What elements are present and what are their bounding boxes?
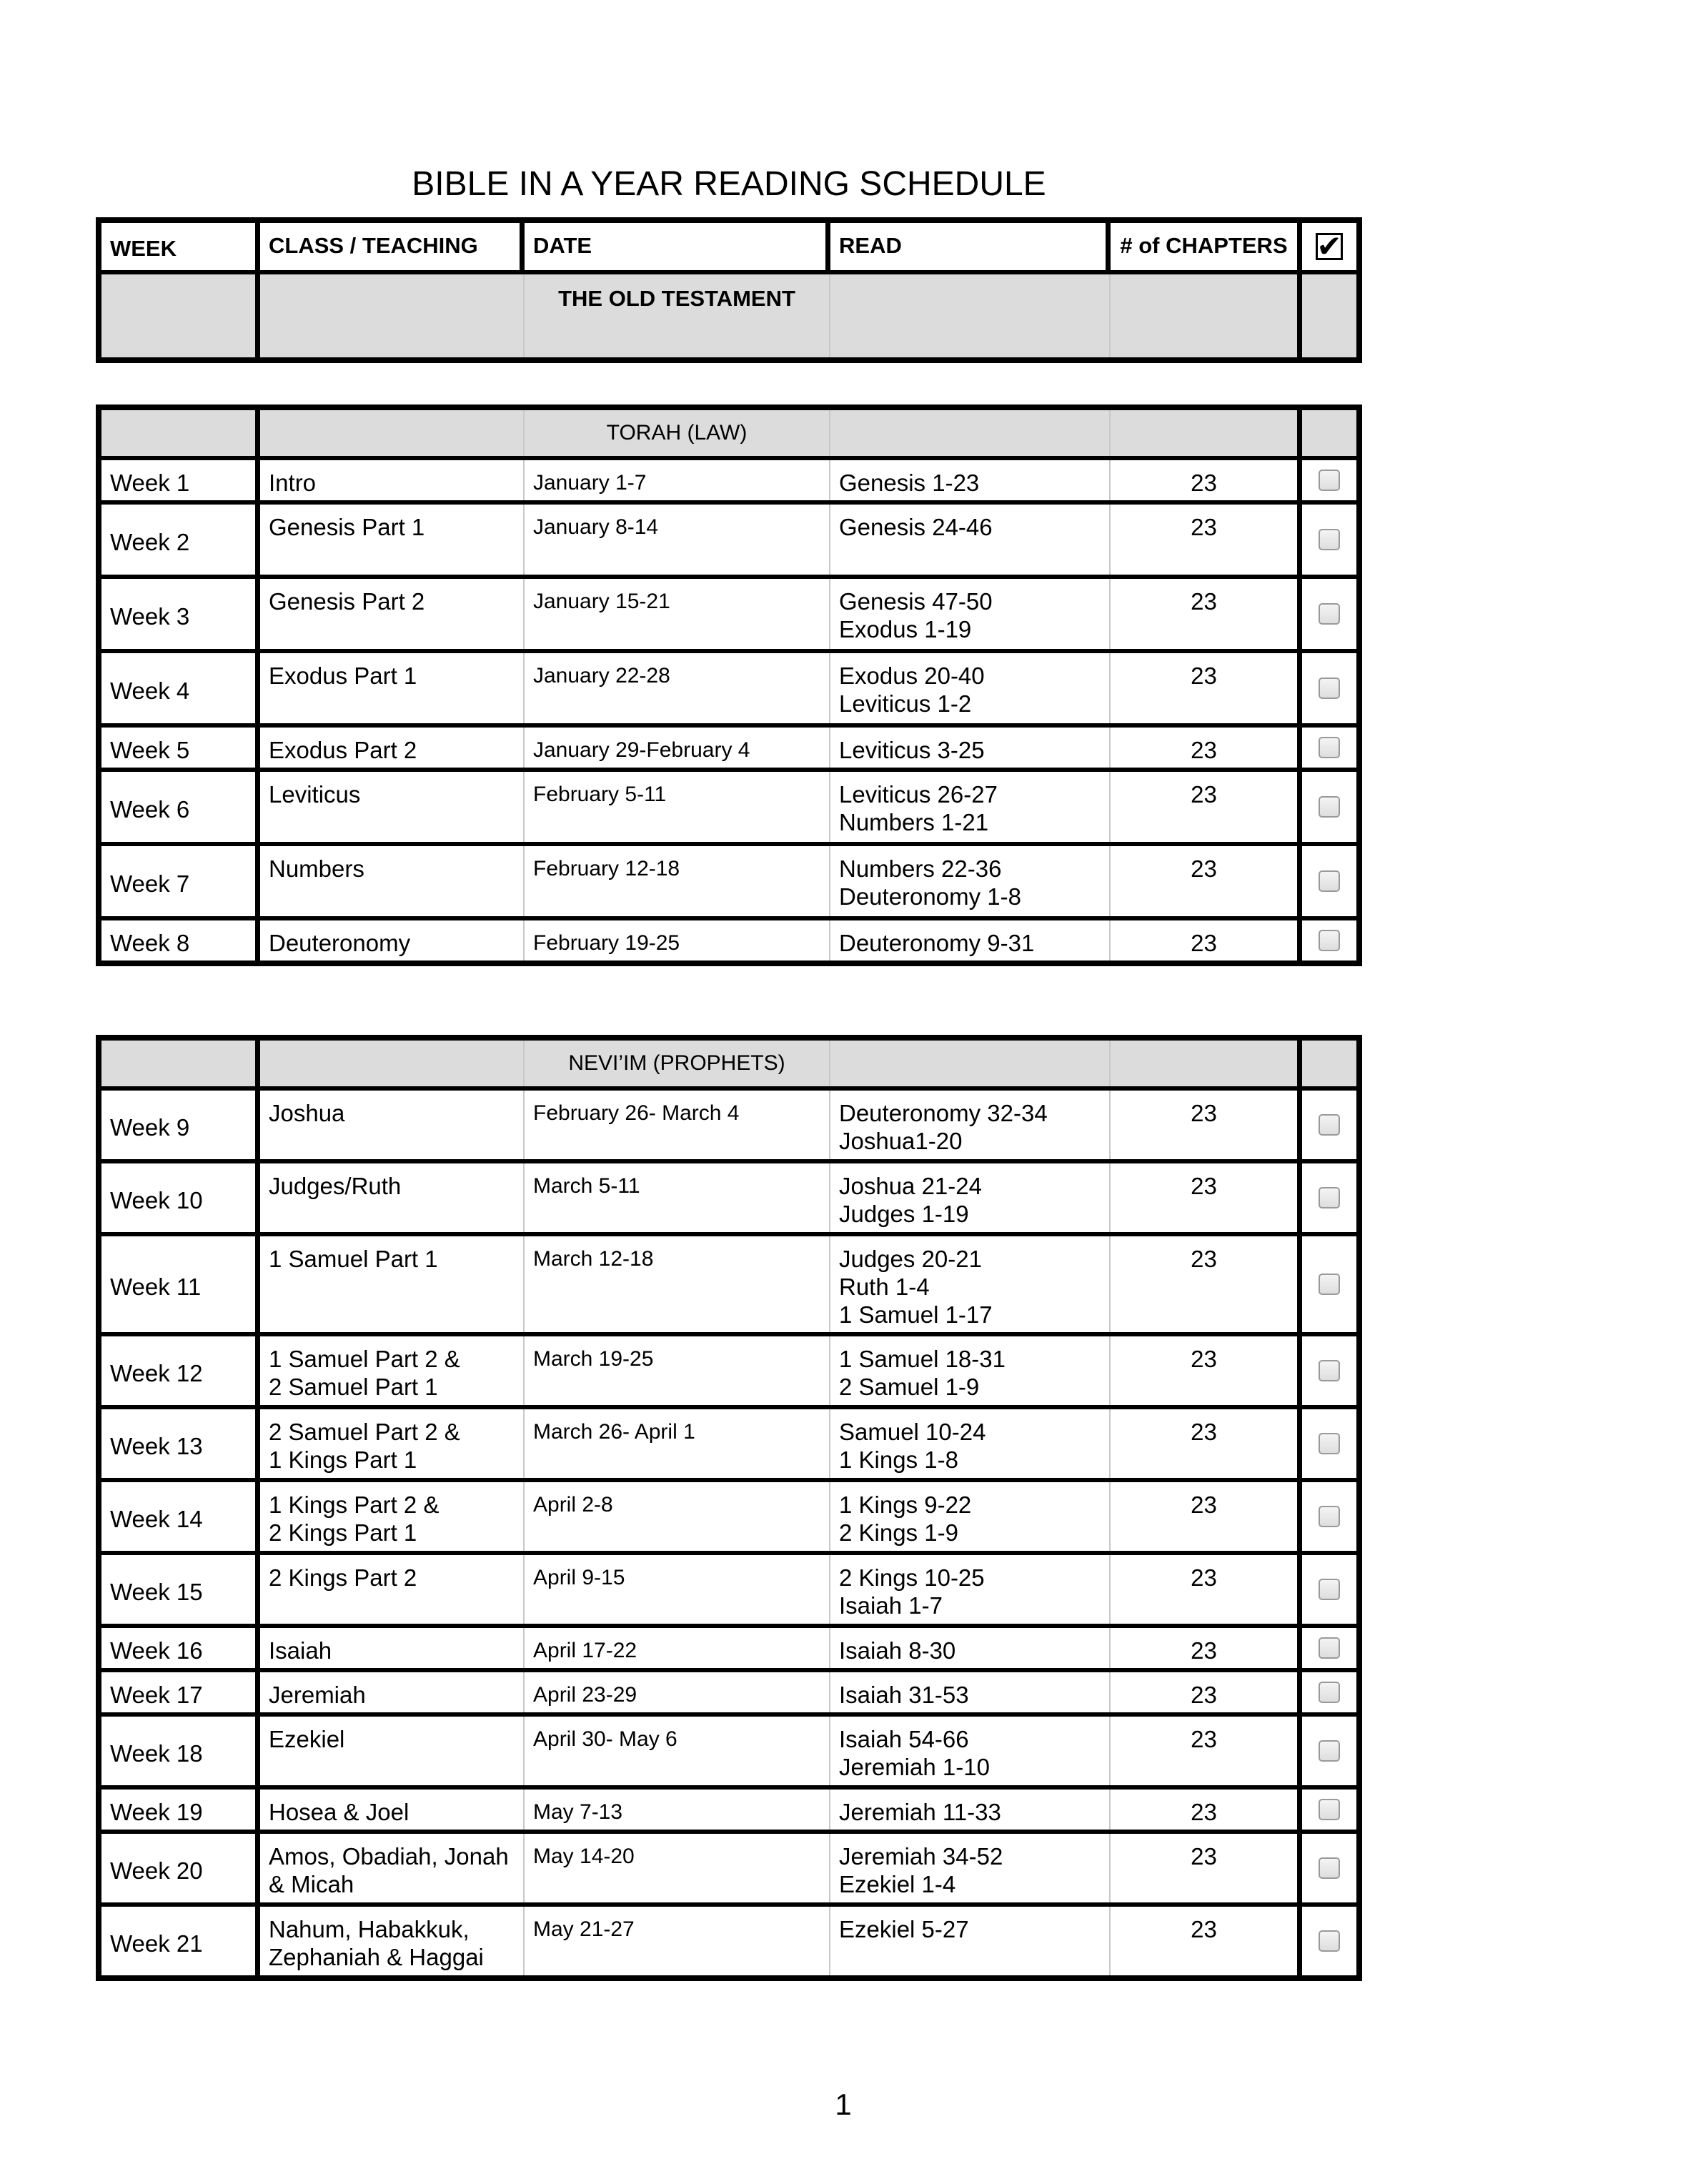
week-cell bbox=[101, 1236, 260, 1332]
section-week-cell bbox=[101, 410, 260, 456]
section-label-row bbox=[101, 410, 1356, 456]
week-cell bbox=[101, 1482, 260, 1551]
table-row bbox=[101, 1668, 1356, 1712]
check-cell bbox=[1302, 1336, 1356, 1405]
read-line: Jeremiah 11-33 bbox=[839, 1799, 1001, 1825]
testament-week-cell bbox=[101, 274, 260, 357]
col-header-read: READ bbox=[830, 223, 1111, 270]
class-teaching-cell: Intro bbox=[260, 460, 525, 500]
checkbox[interactable] bbox=[1319, 1114, 1340, 1136]
read-cell bbox=[830, 1409, 1111, 1478]
check-cell bbox=[1302, 1555, 1356, 1624]
week-label: Week 6 bbox=[110, 795, 190, 823]
class-teaching-cell: Exodus Part 2 bbox=[260, 728, 525, 768]
class-teaching-cell: Ezekiel bbox=[260, 1717, 525, 1785]
class-teaching-cell: Isaiah bbox=[260, 1628, 525, 1668]
read-line: Joshua1-20 bbox=[839, 1128, 963, 1154]
testament-class-cell bbox=[260, 274, 525, 357]
read-cell bbox=[830, 579, 1111, 649]
checkbox[interactable] bbox=[1319, 603, 1340, 625]
checkbox[interactable] bbox=[1319, 1857, 1340, 1879]
read-line: Isaiah 31-53 bbox=[839, 1682, 969, 1708]
chapters-cell: 23 bbox=[1111, 1672, 1302, 1712]
check-cell bbox=[1302, 1163, 1356, 1232]
class-teaching-cell: 1 Samuel Part 1 bbox=[260, 1236, 525, 1332]
section-label: TORAH (LAW) bbox=[525, 410, 830, 456]
checkbox[interactable] bbox=[1319, 737, 1340, 758]
check-cell bbox=[1302, 1834, 1356, 1902]
read-line: 1 Kings 9-22 bbox=[839, 1491, 972, 1518]
check-cell bbox=[1302, 1236, 1356, 1332]
week-cell bbox=[101, 653, 260, 723]
section-table bbox=[96, 404, 1362, 966]
read-cell bbox=[830, 653, 1111, 723]
week-cell bbox=[101, 1628, 260, 1668]
read-cell bbox=[830, 1336, 1111, 1405]
date-cell: February 19-25 bbox=[525, 920, 830, 961]
read-line: Deuteronomy 1-8 bbox=[839, 883, 1021, 910]
week-cell bbox=[101, 772, 260, 842]
read-line: Exodus 20-40 bbox=[839, 662, 985, 689]
read-line: Deuteronomy 9-31 bbox=[839, 930, 1035, 956]
check-cell bbox=[1302, 1672, 1356, 1712]
week-cell bbox=[101, 728, 260, 768]
date-cell: April 23-29 bbox=[525, 1672, 830, 1712]
week-cell bbox=[101, 505, 260, 575]
read-cell bbox=[830, 728, 1111, 768]
read-line: 2 Kings 1-9 bbox=[839, 1519, 958, 1546]
week-cell bbox=[101, 579, 260, 649]
table-row bbox=[101, 649, 1356, 723]
date-cell: January 8-14 bbox=[525, 505, 830, 575]
week-cell bbox=[101, 1163, 260, 1232]
read-line: Samuel 10-24 bbox=[839, 1419, 986, 1445]
read-line: Jeremiah 1-10 bbox=[839, 1754, 990, 1780]
read-line: Numbers 1-21 bbox=[839, 809, 989, 835]
week-label: Week 16 bbox=[110, 1637, 203, 1664]
read-line: Isaiah 54-66 bbox=[839, 1726, 969, 1752]
week-cell bbox=[101, 1834, 260, 1902]
checkbox[interactable] bbox=[1319, 1799, 1340, 1820]
checkbox[interactable] bbox=[1319, 1579, 1340, 1600]
check-cell bbox=[1302, 1790, 1356, 1830]
week-cell bbox=[101, 1790, 260, 1830]
table-row bbox=[101, 1232, 1356, 1332]
class-teaching-cell: Exodus Part 1 bbox=[260, 653, 525, 723]
check-cell bbox=[1302, 653, 1356, 723]
week-label: Week 10 bbox=[110, 1186, 203, 1213]
week-label: Week 12 bbox=[110, 1359, 203, 1386]
week-label: Week 17 bbox=[110, 1681, 203, 1708]
week-cell bbox=[101, 920, 260, 961]
week-cell bbox=[101, 846, 260, 916]
read-line: Jeremiah 34-52 bbox=[839, 1843, 1003, 1870]
class-teaching-cell: Amos, Obadiah, Jonah & Micah bbox=[260, 1834, 525, 1902]
checkbox[interactable] bbox=[1319, 1274, 1340, 1295]
table-row bbox=[101, 1159, 1356, 1232]
section-class-cell bbox=[260, 1041, 525, 1086]
read-cell bbox=[830, 1672, 1111, 1712]
read-line: Genesis 47-50 bbox=[839, 588, 993, 615]
check-cell bbox=[1302, 728, 1356, 768]
read-line: Ezekiel 5-27 bbox=[839, 1916, 969, 1942]
week-label: Week 2 bbox=[110, 528, 190, 555]
checkbox[interactable] bbox=[1319, 470, 1340, 491]
class-teaching-cell: Numbers bbox=[260, 846, 525, 916]
read-line: Leviticus 1-2 bbox=[839, 690, 972, 717]
chapters-cell: 23 bbox=[1111, 1834, 1302, 1902]
chapters-cell: 23 bbox=[1111, 728, 1302, 768]
read-line: Judges 1-19 bbox=[839, 1201, 969, 1227]
read-line: Isaiah 1-7 bbox=[839, 1592, 943, 1619]
check-cell bbox=[1302, 920, 1356, 961]
week-label: Week 14 bbox=[110, 1505, 203, 1532]
table-row bbox=[101, 1712, 1356, 1785]
read-cell bbox=[830, 1834, 1111, 1902]
check-cell bbox=[1302, 1482, 1356, 1551]
class-teaching-cell: Genesis Part 2 bbox=[260, 579, 525, 649]
class-teaching-cell: Jeremiah bbox=[260, 1672, 525, 1712]
table-row bbox=[101, 916, 1356, 961]
chapters-cell: 23 bbox=[1111, 1717, 1302, 1785]
week-cell bbox=[101, 1555, 260, 1624]
read-line: Deuteronomy 32-34 bbox=[839, 1100, 1048, 1126]
class-teaching-cell: Hosea & Joel bbox=[260, 1790, 525, 1830]
read-line: Leviticus 26-27 bbox=[839, 781, 998, 808]
col-header-week: WEEK bbox=[101, 223, 260, 270]
date-cell: March 26- April 1 bbox=[525, 1409, 830, 1478]
table-row bbox=[101, 456, 1356, 500]
week-label: Week 18 bbox=[110, 1739, 203, 1767]
section-week-cell bbox=[101, 1041, 260, 1086]
chapters-cell: 23 bbox=[1111, 653, 1302, 723]
week-label: Week 4 bbox=[110, 677, 190, 704]
read-cell bbox=[830, 1717, 1111, 1785]
read-cell bbox=[830, 505, 1111, 575]
week-cell bbox=[101, 1336, 260, 1405]
read-cell bbox=[830, 1482, 1111, 1551]
class-teaching-cell: Genesis Part 1 bbox=[260, 505, 525, 575]
date-cell: March 12-18 bbox=[525, 1236, 830, 1332]
read-cell bbox=[830, 772, 1111, 842]
read-line: Isaiah 8-30 bbox=[839, 1637, 956, 1664]
read-line: 1 Samuel 1-17 bbox=[839, 1301, 993, 1328]
table-row bbox=[101, 1785, 1356, 1830]
chapters-cell: 23 bbox=[1111, 1236, 1302, 1332]
checkbox[interactable] bbox=[1319, 1637, 1340, 1659]
testament-title: THE OLD TESTAMENT bbox=[525, 274, 830, 357]
table-row bbox=[101, 1902, 1356, 1975]
class-teaching-cell: Deuteronomy bbox=[260, 920, 525, 961]
chapters-cell: 23 bbox=[1111, 460, 1302, 500]
table-row bbox=[101, 575, 1356, 649]
date-cell: February 26- March 4 bbox=[525, 1091, 830, 1159]
read-cell bbox=[830, 1236, 1111, 1332]
check-cell bbox=[1302, 772, 1356, 842]
chapters-cell: 23 bbox=[1111, 1336, 1302, 1405]
week-label: Week 9 bbox=[110, 1113, 190, 1141]
read-line: Judges 20-21 bbox=[839, 1246, 982, 1272]
testament-check-cell bbox=[1302, 274, 1356, 357]
read-line: 1 Samuel 18-31 bbox=[839, 1346, 1006, 1372]
table-row bbox=[101, 1624, 1356, 1668]
chapters-cell: 23 bbox=[1111, 1163, 1302, 1232]
week-label: Week 21 bbox=[110, 1930, 203, 1957]
read-line: 1 Kings 1-8 bbox=[839, 1446, 958, 1473]
read-line: Numbers 22-36 bbox=[839, 855, 1002, 882]
column-header-row bbox=[101, 223, 1356, 270]
section-check-cell bbox=[1302, 1041, 1356, 1086]
read-line: Leviticus 3-25 bbox=[839, 737, 985, 763]
week-label: Week 15 bbox=[110, 1578, 203, 1605]
chapters-cell: 23 bbox=[1111, 1790, 1302, 1830]
read-cell bbox=[830, 460, 1111, 500]
checkbox[interactable] bbox=[1319, 677, 1340, 699]
check-cell bbox=[1302, 1717, 1356, 1785]
date-cell: March 5-11 bbox=[525, 1163, 830, 1232]
checkbox[interactable] bbox=[1319, 529, 1340, 550]
check-cell bbox=[1302, 579, 1356, 649]
week-cell bbox=[101, 1409, 260, 1478]
chapters-cell: 23 bbox=[1111, 1907, 1302, 1975]
read-cell bbox=[830, 1091, 1111, 1159]
read-line: Exodus 1-19 bbox=[839, 616, 972, 642]
read-line: Ruth 1-4 bbox=[839, 1274, 930, 1300]
check-cell bbox=[1302, 505, 1356, 575]
section-read-cell bbox=[830, 410, 1111, 456]
chapters-cell: 23 bbox=[1111, 1482, 1302, 1551]
check-cell bbox=[1302, 1628, 1356, 1668]
date-cell: April 2-8 bbox=[525, 1482, 830, 1551]
date-cell: January 22-28 bbox=[525, 653, 830, 723]
check-cell bbox=[1302, 1907, 1356, 1975]
week-label: Week 19 bbox=[110, 1798, 203, 1825]
section-num-cell bbox=[1111, 1041, 1302, 1086]
check-cell bbox=[1302, 1091, 1356, 1159]
section-label-row bbox=[101, 1041, 1356, 1086]
checkbox[interactable] bbox=[1319, 1930, 1340, 1952]
class-teaching-cell: Judges/Ruth bbox=[260, 1163, 525, 1232]
week-label: Week 7 bbox=[110, 870, 190, 897]
date-cell: January 29-February 4 bbox=[525, 728, 830, 768]
section-table bbox=[96, 1035, 1362, 1981]
date-cell: April 9-15 bbox=[525, 1555, 830, 1624]
class-teaching-cell: 1 Samuel Part 2 & 2 Samuel Part 1 bbox=[260, 1336, 525, 1405]
week-cell bbox=[101, 1717, 260, 1785]
checkbox[interactable] bbox=[1319, 1740, 1340, 1762]
week-label: Week 1 bbox=[110, 469, 190, 496]
date-cell: February 12-18 bbox=[525, 846, 830, 916]
date-cell: February 5-11 bbox=[525, 772, 830, 842]
class-teaching-cell: Joshua bbox=[260, 1091, 525, 1159]
read-cell bbox=[830, 1790, 1111, 1830]
check-icon: ✔ bbox=[1316, 229, 1342, 263]
read-line: Ezekiel 1-4 bbox=[839, 1871, 956, 1897]
section-class-cell bbox=[260, 410, 525, 456]
checkbox[interactable] bbox=[1319, 1682, 1340, 1703]
class-teaching-cell: Nahum, Habakkuk, Zephaniah & Haggai bbox=[260, 1907, 525, 1975]
page-number: 1 bbox=[835, 2088, 852, 2121]
class-teaching-cell: Leviticus bbox=[260, 772, 525, 842]
table-row bbox=[101, 1551, 1356, 1624]
week-cell bbox=[101, 1907, 260, 1975]
read-cell bbox=[830, 1555, 1111, 1624]
checkbox[interactable] bbox=[1319, 930, 1340, 951]
week-label: Week 3 bbox=[110, 602, 190, 630]
date-cell: May 21-27 bbox=[525, 1907, 830, 1975]
table-row bbox=[101, 723, 1356, 768]
checkbox[interactable] bbox=[1319, 1433, 1340, 1454]
chapters-cell: 23 bbox=[1111, 1409, 1302, 1478]
date-cell: April 17-22 bbox=[525, 1628, 830, 1668]
check-cell bbox=[1302, 1409, 1356, 1478]
chapters-cell: 23 bbox=[1111, 846, 1302, 916]
header-table bbox=[96, 217, 1362, 363]
class-teaching-cell: 1 Kings Part 2 & 2 Kings Part 1 bbox=[260, 1482, 525, 1551]
table-row bbox=[101, 500, 1356, 575]
chapters-cell: 23 bbox=[1111, 579, 1302, 649]
chapters-cell: 23 bbox=[1111, 1091, 1302, 1159]
chapters-cell: 23 bbox=[1111, 1628, 1302, 1668]
checkbox[interactable] bbox=[1319, 1506, 1340, 1527]
read-cell bbox=[830, 846, 1111, 916]
col-header-class: CLASS / TEACHING bbox=[260, 223, 525, 270]
read-line: 2 Kings 10-25 bbox=[839, 1564, 985, 1591]
checkbox[interactable] bbox=[1319, 1360, 1340, 1381]
table-row bbox=[101, 1830, 1356, 1902]
testament-num-cell bbox=[1111, 274, 1302, 357]
section-label: NEVI’IM (PROPHETS) bbox=[525, 1041, 830, 1086]
chapters-cell: 23 bbox=[1111, 505, 1302, 575]
week-cell bbox=[101, 460, 260, 500]
week-label: Week 5 bbox=[110, 736, 190, 763]
table-row bbox=[101, 1086, 1356, 1159]
section-read-cell bbox=[830, 1041, 1111, 1086]
table-row bbox=[101, 1332, 1356, 1405]
col-header-date: DATE bbox=[525, 223, 830, 270]
read-cell bbox=[830, 1907, 1111, 1975]
testament-row bbox=[101, 270, 1356, 357]
checkbox[interactable] bbox=[1319, 1187, 1340, 1208]
page-title: BIBLE IN A YEAR READING SCHEDULE bbox=[412, 165, 1046, 203]
read-line: Genesis 1-23 bbox=[839, 470, 980, 496]
read-line: 2 Samuel 1-9 bbox=[839, 1374, 980, 1400]
week-label: Week 20 bbox=[110, 1857, 203, 1884]
date-cell: January 15-21 bbox=[525, 579, 830, 649]
date-cell: January 1-7 bbox=[525, 460, 830, 500]
chapters-cell: 23 bbox=[1111, 772, 1302, 842]
date-cell: March 19-25 bbox=[525, 1336, 830, 1405]
check-cell bbox=[1302, 846, 1356, 916]
date-cell: April 30- May 6 bbox=[525, 1717, 830, 1785]
read-cell bbox=[830, 1163, 1111, 1232]
week-label: Week 8 bbox=[110, 929, 190, 956]
week-label: Week 11 bbox=[110, 1273, 202, 1300]
read-cell bbox=[830, 920, 1111, 961]
read-line: Genesis 24-46 bbox=[839, 514, 993, 540]
chapters-cell: 23 bbox=[1111, 1555, 1302, 1624]
date-cell: May 14-20 bbox=[525, 1834, 830, 1902]
read-line: Joshua 21-24 bbox=[839, 1173, 982, 1199]
read-cell bbox=[830, 1628, 1111, 1668]
class-teaching-cell: 2 Kings Part 2 bbox=[260, 1555, 525, 1624]
week-cell bbox=[101, 1672, 260, 1712]
week-label: Week 13 bbox=[110, 1432, 203, 1459]
date-cell: May 7-13 bbox=[525, 1790, 830, 1830]
checkbox[interactable] bbox=[1319, 870, 1340, 892]
checkbox[interactable] bbox=[1319, 796, 1340, 818]
table-row bbox=[101, 842, 1356, 916]
chapters-cell: 23 bbox=[1111, 920, 1302, 961]
col-header-check bbox=[1302, 223, 1356, 270]
section-num-cell bbox=[1111, 410, 1302, 456]
table-row bbox=[101, 768, 1356, 842]
col-header-chapters: # of CHAPTERS bbox=[1111, 223, 1302, 270]
table-row bbox=[101, 1478, 1356, 1551]
table-row bbox=[101, 1405, 1356, 1478]
check-cell bbox=[1302, 460, 1356, 500]
week-cell bbox=[101, 1091, 260, 1159]
testament-read-cell bbox=[830, 274, 1111, 357]
section-check-cell bbox=[1302, 410, 1356, 456]
class-teaching-cell: 2 Samuel Part 2 & 1 Kings Part 1 bbox=[260, 1409, 525, 1478]
